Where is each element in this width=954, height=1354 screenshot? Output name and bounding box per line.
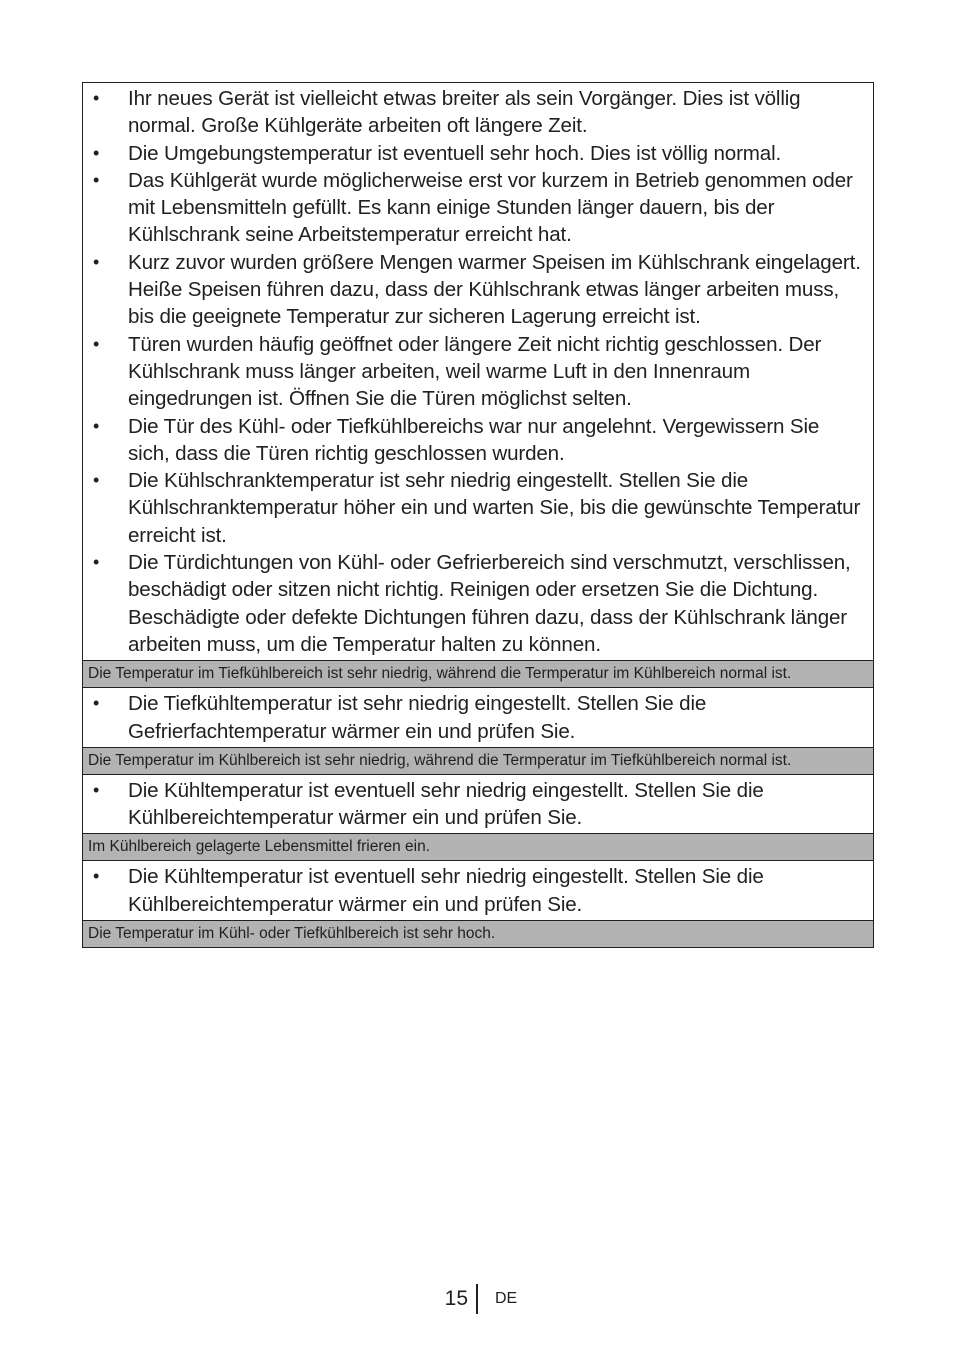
list-item: • Die Umgebungstemperatur ist eventuell sehr hoch. Dies ist völlig normal. — [89, 140, 865, 167]
list-item: • Kurz zuvor wurden größere Mengen warmer Speisen im Kühlschrank eingelagert. Heiße Speisen führen dazu, dass der Kühlschrank etwas länger arbeiten muss, bis die geeignete Temperatur zur sicheren Lagerung erreicht ist. — [89, 249, 865, 331]
list-item: • Die Kühltemperatur ist eventuell sehr niedrig eingestellt. Stellen Sie die Kühlbereichtemperatur wärmer ein und prüfen Sie. — [89, 863, 865, 918]
language-code: DE — [495, 1290, 518, 1307]
bullet-list — [89, 863, 865, 918]
table-row-causes-3 — [83, 775, 873, 835]
page-footer — [0, 1284, 954, 1314]
list-item: • Türen wurden häufig geöffnet oder längere Zeit nicht richtig geschlossen. Der Kühlschrank muss länger arbeiten, weil warme Luft in den Innenraum eingedrungen ist. Öffnen Sie die Türen möglichst selten. — [89, 331, 865, 413]
table-row-causes-2 — [83, 688, 873, 748]
list-item: • Ihr neues Gerät ist vielleicht etwas breiter als sein Vorgänger. Dies ist völlig normal. Große Kühlgeräte arbeiten oft längere Zeit. — [89, 85, 865, 140]
list-item: • Die Tiefkühltemperatur ist sehr niedrig eingestellt. Stellen Sie die Gefrierfachtemperatur wärmer ein und prüfen Sie. — [89, 690, 865, 745]
footer-divider — [476, 1284, 478, 1314]
table-row-heading: Die Temperatur im Tiefkühlbereich ist sehr niedrig, während die Termperatur im Kühlbereich normal ist. — [83, 661, 873, 688]
list-item: • Die Kühlschranktemperatur ist sehr niedrig eingestellt. Stellen Sie die Kühlschranktemperatur höher ein und warten Sie, bis die gewünschte Temperatur erreicht ist. — [89, 467, 865, 549]
table-row-heading: Die Temperatur im Kühlbereich ist sehr niedrig, während die Termperatur im Tiefkühlbereich normal ist. — [83, 748, 873, 775]
bullet-list — [89, 777, 865, 832]
table-row-causes-4 — [83, 861, 873, 921]
troubleshooting-table — [82, 82, 874, 948]
bullet-list — [89, 85, 865, 658]
list-item: • Die Tür des Kühl- oder Tiefkühlbereichs war nur angelehnt. Vergewissern Sie sich, dass die Türen richtig geschlossen wurden. — [89, 413, 865, 468]
bullet-list — [89, 690, 865, 745]
table-row-heading: Im Kühlbereich gelagerte Lebensmittel frieren ein. — [83, 834, 873, 861]
page-number: 15 — [444, 1287, 468, 1310]
list-item: • Die Türdichtungen von Kühl- oder Gefrierbereich sind verschmutzt, verschlissen, beschädigt oder sitzen nicht richtig. Reinigen oder ersetzen Sie die Dichtung. Beschädigte oder defekte Dichtungen führen dazu, dass der Kühlschrank länger arbeiten muss, um die Temperatur halten zu können. — [89, 549, 865, 658]
table-row-heading: Die Temperatur im Kühl- oder Tiefkühlbereich ist sehr hoch. — [83, 921, 873, 947]
table-row-causes-1 — [83, 83, 873, 661]
list-item: • Das Kühlgerät wurde möglicherweise erst vor kurzem in Betrieb genommen oder mit Lebensmitteln gefüllt. Es kann einige Stunden länger dauern, bis der Kühlschrank seine Arbeitstemperatur erreicht hat. — [89, 167, 865, 249]
list-item: • Die Kühltemperatur ist eventuell sehr niedrig eingestellt. Stellen Sie die Kühlbereichtemperatur wärmer ein und prüfen Sie. — [89, 777, 865, 832]
